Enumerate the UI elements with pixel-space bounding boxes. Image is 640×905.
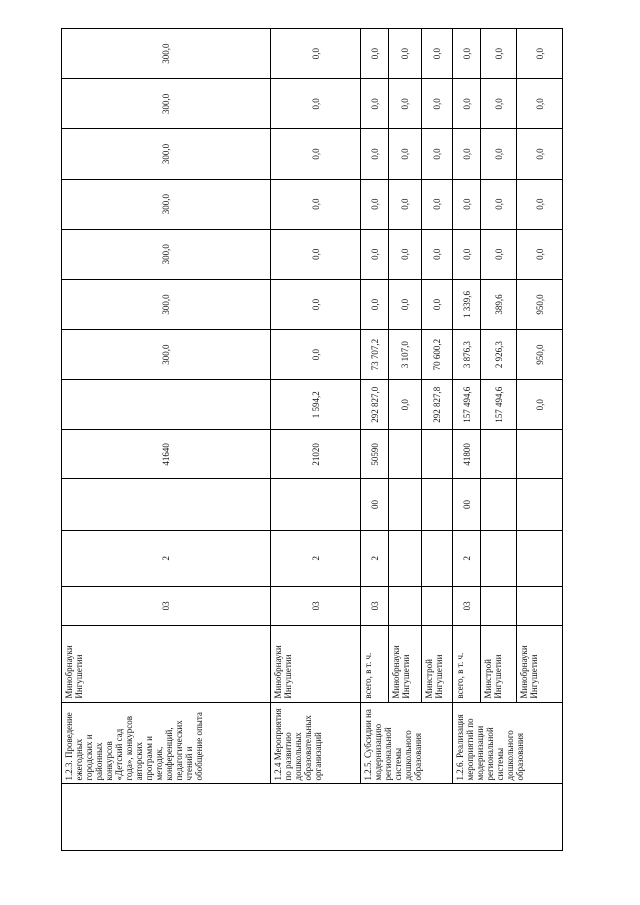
value-cell: 0,0 — [481, 229, 517, 279]
value-cell: 300,0 — [62, 279, 271, 329]
value-cell: 0,0 — [517, 129, 563, 179]
value-cell: 0,0 — [422, 29, 453, 79]
code-cell: 2 — [361, 530, 389, 586]
value-cell: 0,0 — [422, 179, 453, 229]
value-cell: 0,0 — [453, 29, 481, 79]
value-cell: 0,0 — [271, 330, 361, 380]
value-cell: 0,0 — [271, 279, 361, 329]
value-cell: 300,0 — [62, 129, 271, 179]
table-row — [453, 29, 481, 851]
code-cell: 00 — [453, 479, 481, 530]
code-cell — [389, 530, 422, 586]
executor-label: Минстрой Ингушетии — [481, 625, 517, 702]
code-cell: 2 — [453, 530, 481, 586]
executor-label: Минстрой Ингушетии — [422, 625, 453, 702]
measure-name: 1.2.5. Субсидии на модернизацию региональной системы дошкольного образования — [361, 702, 453, 784]
value-cell: 0,0 — [481, 79, 517, 129]
code-cell: 03 — [453, 586, 481, 625]
code-cell — [422, 530, 453, 586]
code-cell: 2 — [271, 530, 361, 586]
value-cell: 0,0 — [389, 129, 422, 179]
code-cell — [517, 479, 563, 530]
value-cell: 3 107,0 — [389, 330, 422, 380]
value-cell: 292 827,8 — [422, 380, 453, 430]
value-cell: 300,0 — [62, 29, 271, 79]
value-cell: 0,0 — [481, 129, 517, 179]
value-cell: 3 876,3 — [453, 330, 481, 380]
value-cell: 300,0 — [62, 79, 271, 129]
value-cell: 300,0 — [62, 229, 271, 279]
value-cell: 0,0 — [422, 79, 453, 129]
code-cell: 41640 — [62, 430, 271, 479]
measure-name: 1.2.3. Проведение ежегодных городских и районных конкурсов «Детский сад года», конкурсов авторских программ и методик, конференций, педагогических чтений и обобщение опыта — [62, 702, 271, 784]
value-cell: 0,0 — [453, 79, 481, 129]
code-cell — [481, 530, 517, 586]
code-cell — [517, 586, 563, 625]
value-cell: 0,0 — [517, 29, 563, 79]
value-cell: 300,0 — [62, 179, 271, 229]
code-cell — [517, 530, 563, 586]
value-cell: 0,0 — [389, 380, 422, 430]
value-cell: 0,0 — [271, 79, 361, 129]
value-cell: 0,0 — [481, 179, 517, 229]
value-cell: 2 926,3 — [481, 330, 517, 380]
value-cell: 0,0 — [517, 229, 563, 279]
value-cell: 157 494,6 — [453, 380, 481, 430]
value-cell: 0,0 — [361, 229, 389, 279]
code-cell: 50590 — [361, 430, 389, 479]
value-cell: 70 600,2 — [422, 330, 453, 380]
value-cell: 0,0 — [361, 29, 389, 79]
value-cell: 73 707,2 — [361, 330, 389, 380]
code-cell — [481, 479, 517, 530]
value-cell: 0,0 — [517, 179, 563, 229]
code-cell — [389, 479, 422, 530]
value-cell: 0,0 — [361, 79, 389, 129]
value-cell: 0,0 — [389, 229, 422, 279]
value-cell: 950,0 — [517, 330, 563, 380]
code-cell — [389, 430, 422, 479]
value-cell: 0,0 — [389, 279, 422, 329]
value-cell: 0,0 — [389, 79, 422, 129]
code-cell: 2 — [62, 530, 271, 586]
code-cell — [517, 430, 563, 479]
value-cell: 0,0 — [389, 179, 422, 229]
value-cell: 0,0 — [389, 29, 422, 79]
value-cell: 1 594,2 — [271, 380, 361, 430]
table-row — [62, 29, 271, 851]
value-cell: 0,0 — [361, 279, 389, 329]
code-cell: 03 — [271, 586, 361, 625]
code-cell — [62, 479, 271, 530]
value-cell: 0,0 — [271, 179, 361, 229]
value-cell: 0,0 — [271, 29, 361, 79]
table-row — [271, 29, 361, 851]
value-cell: 0,0 — [453, 129, 481, 179]
rotated-table-wrapper — [61, 28, 562, 851]
value-cell: 0,0 — [361, 179, 389, 229]
value-cell: 157 494,6 — [481, 380, 517, 430]
code-cell — [389, 586, 422, 625]
code-cell: 03 — [361, 586, 389, 625]
executor-label: Минобрнауки Ингушетии — [62, 625, 271, 702]
value-cell — [62, 380, 271, 430]
code-cell: 00 — [361, 479, 389, 530]
value-cell: 0,0 — [271, 229, 361, 279]
executor-label: Минобрнауки Ингушетии — [271, 625, 361, 702]
value-cell: 0,0 — [517, 79, 563, 129]
value-cell: 1 339,6 — [453, 279, 481, 329]
budget-table — [61, 28, 563, 851]
value-cell: 0,0 — [453, 179, 481, 229]
value-cell: 950,0 — [517, 279, 563, 329]
blank-column — [62, 784, 563, 851]
code-cell — [422, 586, 453, 625]
value-cell: 389,6 — [481, 279, 517, 329]
value-cell: 0,0 — [422, 229, 453, 279]
code-cell — [481, 586, 517, 625]
code-cell — [422, 479, 453, 530]
value-cell: 0,0 — [361, 129, 389, 179]
executor-label: всего, в т. ч. — [361, 625, 389, 702]
value-cell: 0,0 — [517, 380, 563, 430]
code-cell: 03 — [62, 586, 271, 625]
value-cell: 0,0 — [422, 279, 453, 329]
code-cell: 41800 — [453, 430, 481, 479]
code-cell — [422, 430, 453, 479]
measure-name: 1.2.6. Реализация мероприятий по модернизации региональной системы дошкольного образования — [453, 702, 563, 784]
value-cell: 292 827,0 — [361, 380, 389, 430]
value-cell: 0,0 — [422, 129, 453, 179]
value-cell: 300,0 — [62, 330, 271, 380]
code-cell: 21020 — [271, 430, 361, 479]
table-row — [361, 29, 389, 851]
executor-label: всего, в т. ч. — [453, 625, 481, 702]
value-cell: 0,0 — [453, 229, 481, 279]
code-cell — [271, 479, 361, 530]
code-cell — [481, 430, 517, 479]
value-cell: 0,0 — [271, 129, 361, 179]
executor-label: Минобрнауки Ингушетии — [389, 625, 422, 702]
executor-label: Минобрнауки Ингушетии — [517, 625, 563, 702]
measure-name: 1.2.4 Мероприятия по развитию дошкольных образовательных организаций — [271, 702, 361, 784]
value-cell: 0,0 — [481, 29, 517, 79]
